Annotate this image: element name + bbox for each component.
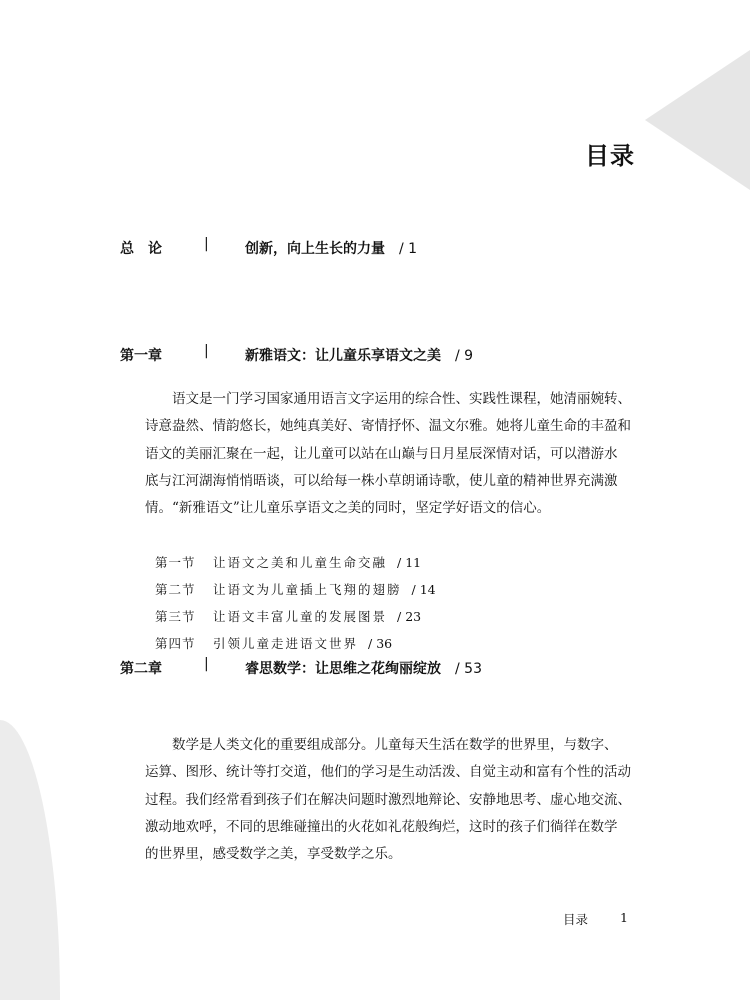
section-title: 让语文丰富儿童的发展图景 [213,609,388,624]
page-number: / 11 [397,555,422,570]
page-number: / 36 [368,636,393,651]
toc-section[interactable] [155,553,635,571]
section-number: 第一节 [155,555,196,570]
chapter-title: 新雅语文：让儿童乐享语文之美 [245,348,441,364]
chapter-label: 第二章 [120,661,162,677]
chapter-label: 总 论 [120,241,162,257]
toc-section[interactable] [155,634,635,652]
section-number: 第三节 [155,609,196,624]
footer-page-number: 1 [620,910,628,925]
page-title: 目录 [585,142,635,170]
divider: | [204,236,209,252]
paragraph-line: 语文是一门学习国家通用语言文字运用的综合性、实践性课程，她清丽婉转、 [172,391,631,407]
toc-entry-chapter-2[interactable] [120,658,640,678]
paragraph-line: 过程。我们经常看到孩子们在解决问题时激烈地辩论、安静地思考、虚心地交流、 [145,791,631,808]
section-title: 引领儿童走进语文世界 [213,636,359,651]
paragraph-line: 运算、图形、统计等打交道，他们的学习是生动活泼、自觉主动和富有个性的活动 [145,764,631,781]
section-title: 让语文之美和儿童生命交融 [213,555,388,570]
page-number: / 14 [411,582,436,597]
chapter-2-summary [145,732,635,868]
divider: | [204,343,209,359]
page-number: / 1 [399,241,418,257]
section-number: 第四节 [155,636,196,651]
decorative-triangle [645,50,750,190]
section-title: 让语文为儿童插上飞翔的翅膀 [213,582,402,597]
toc-entry-chapter-1[interactable] [120,345,640,365]
paragraph-line: 激动地欢呼，不同的思维碰撞出的火花如礼花般绚烂，这时的孩子们徜徉在数学 [145,818,618,835]
paragraph-line: 语文的美丽汇聚在一起，让儿童可以站在山巅与日月星辰深情对话，可以潜游水 [145,445,618,462]
chapter-label: 第一章 [120,348,162,364]
toc-section[interactable] [155,607,635,625]
page-number: / 23 [397,609,422,624]
page-number: / 9 [455,348,474,364]
paragraph-line: 数学是人类文化的重要组成部分。儿童每天生活在数学的世界里，与数字、 [172,737,618,753]
section-number: 第二节 [155,582,196,597]
paragraph-line: 底与江河湖海悄悄晤谈，可以给每一株小草朗诵诗歌，使儿童的精神世界充满激 [145,472,618,489]
chapter-1-summary [145,386,635,522]
page-number: / 53 [455,661,482,677]
toc-entry-intro[interactable] [120,238,640,258]
paragraph-line: 的世界里，感受数学之美，享受数学之乐。 [145,846,402,863]
chapter-title: 创新，向上生长的力量 [245,241,385,257]
footer-label: 目录 [563,912,589,927]
toc-section[interactable] [155,580,635,598]
paragraph-line: 情。“新雅语文”让儿童乐享语文之美的同时，坚定学好语文的信心。 [145,500,551,517]
decorative-circle [0,720,60,1000]
paragraph-line: 诗意盎然、情韵悠长，她纯真美好、寄情抒怀、温文尔雅。她将儿童生命的丰盈和 [145,418,631,435]
divider: | [204,656,209,672]
chapter-title: 睿思数学：让思维之花绚丽绽放 [245,661,441,677]
